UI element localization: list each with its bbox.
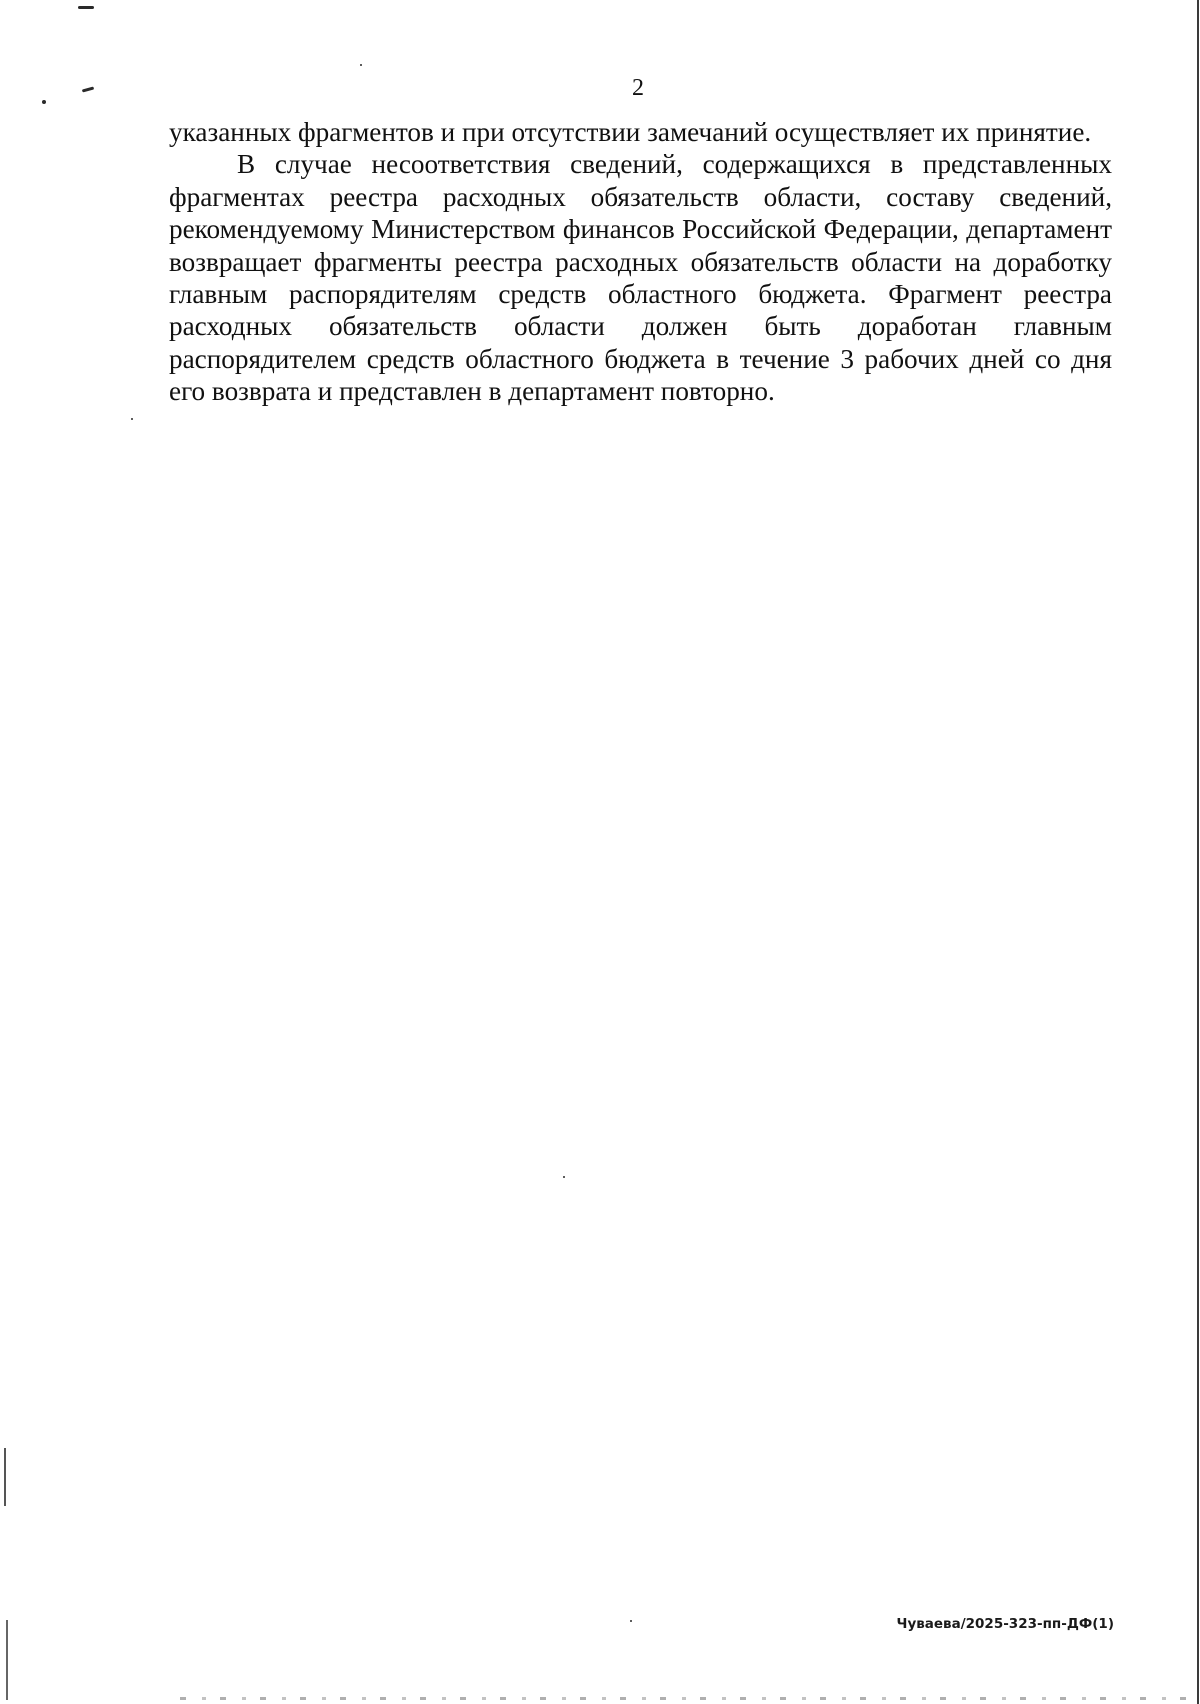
- scan-speck: [78, 6, 94, 9]
- scan-speck: [131, 418, 133, 420]
- scan-margin-line: [6, 1620, 8, 1700]
- scan-speck: [630, 1620, 632, 1622]
- document-body: [169, 116, 1112, 408]
- paragraph-main: В случае несоответствия сведений, содержащихся в представленных фрагментах реестра расходных обязательств области, составу сведений, рекомендуемому Министерством финансов Российской Федерации, департамент возвращает фрагменты реестра расходных обязательств области на доработку главным распорядителям средств областного бюджета. Фрагмент реестра расходных обязательств области должен быть доработан главным распорядителем средств областного бюджета в течение 3 рабочих дней со дня его возврата и представлен в департамент повторно.: [169, 149, 1112, 407]
- scan-edge-line: [1197, 0, 1199, 1704]
- scan-margin-line: [4, 1448, 6, 1506]
- document-reference-code: Чуваева/2025-323-пп-ДФ(1): [896, 1616, 1114, 1632]
- scan-bottom-noise: [180, 1697, 1190, 1700]
- scan-speck: [563, 1176, 565, 1178]
- page-number: 2: [632, 75, 644, 101]
- scan-speck: [360, 64, 362, 66]
- paragraph-continuation: указанных фрагментов и при отсутствии замечаний осуществляет их принятие.: [169, 117, 1092, 147]
